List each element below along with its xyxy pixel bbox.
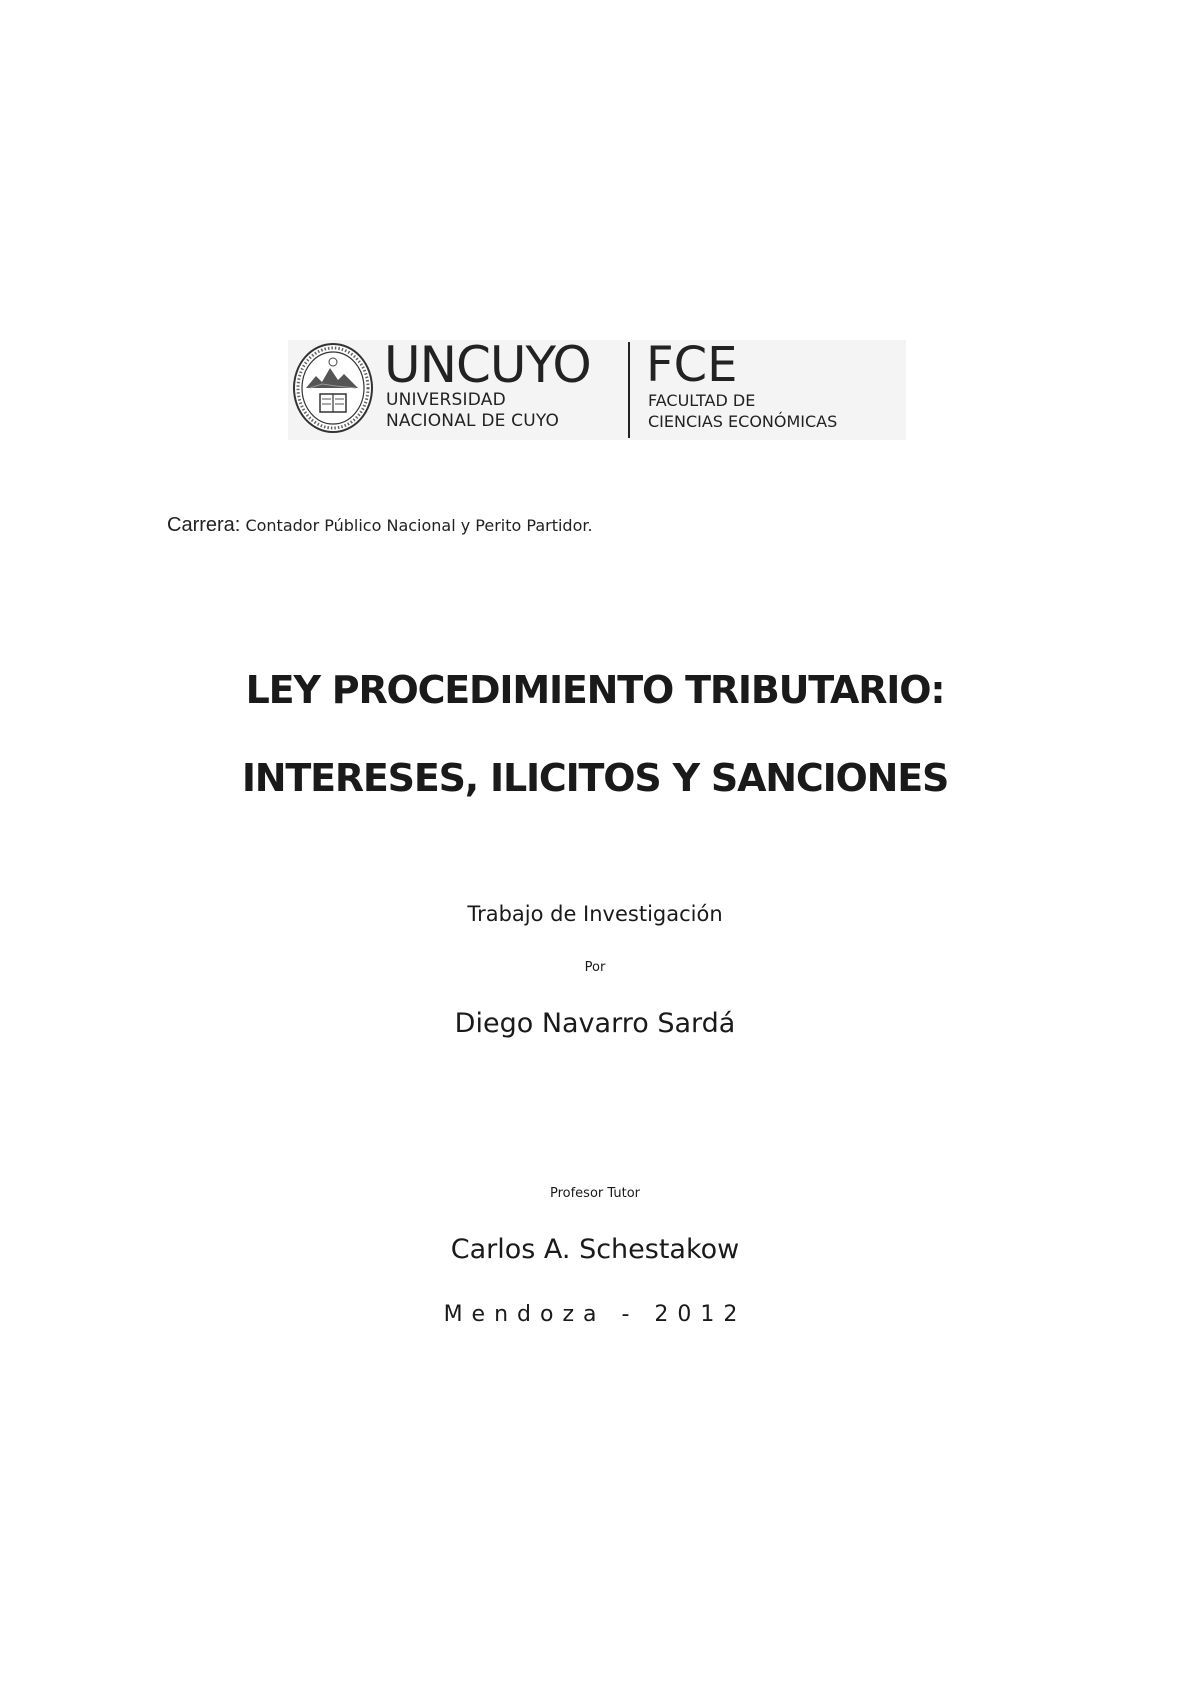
work-type: Trabajo de Investigación	[467, 902, 723, 926]
university-seal-icon	[292, 342, 374, 434]
tutor-label: Profesor Tutor	[549, 1186, 640, 1201]
faculty-name-line1: FACULTAD DE	[648, 391, 756, 410]
institution-logo	[288, 336, 906, 440]
career-value: Contador Público Nacional y Perito Partidor.	[245, 516, 593, 535]
place-and-year: Mendoza - 2012	[443, 1302, 747, 1327]
title-line-2: INTERESES, ILICITOS Y SANCIONES	[241, 756, 949, 800]
career-line	[167, 514, 593, 537]
university-name-line1: UNIVERSIDAD	[386, 390, 506, 410]
university-acronym: UNCUYO	[384, 336, 591, 394]
author-name: Diego Navarro Sardá	[454, 1008, 736, 1039]
title-line-1: LEY PROCEDIMIENTO TRIBUTARIO:	[245, 668, 945, 712]
university-name-line2: NACIONAL DE CUYO	[386, 411, 560, 431]
logo-divider	[628, 342, 630, 438]
faculty-name-line2: CIENCIAS ECONÓMICAS	[648, 412, 838, 431]
faculty-acronym: FCE	[646, 337, 738, 393]
tutor-name: Carlos A. Schestakow	[450, 1234, 740, 1265]
career-label: Carrera:	[167, 514, 241, 536]
by-label: Por	[584, 960, 606, 975]
